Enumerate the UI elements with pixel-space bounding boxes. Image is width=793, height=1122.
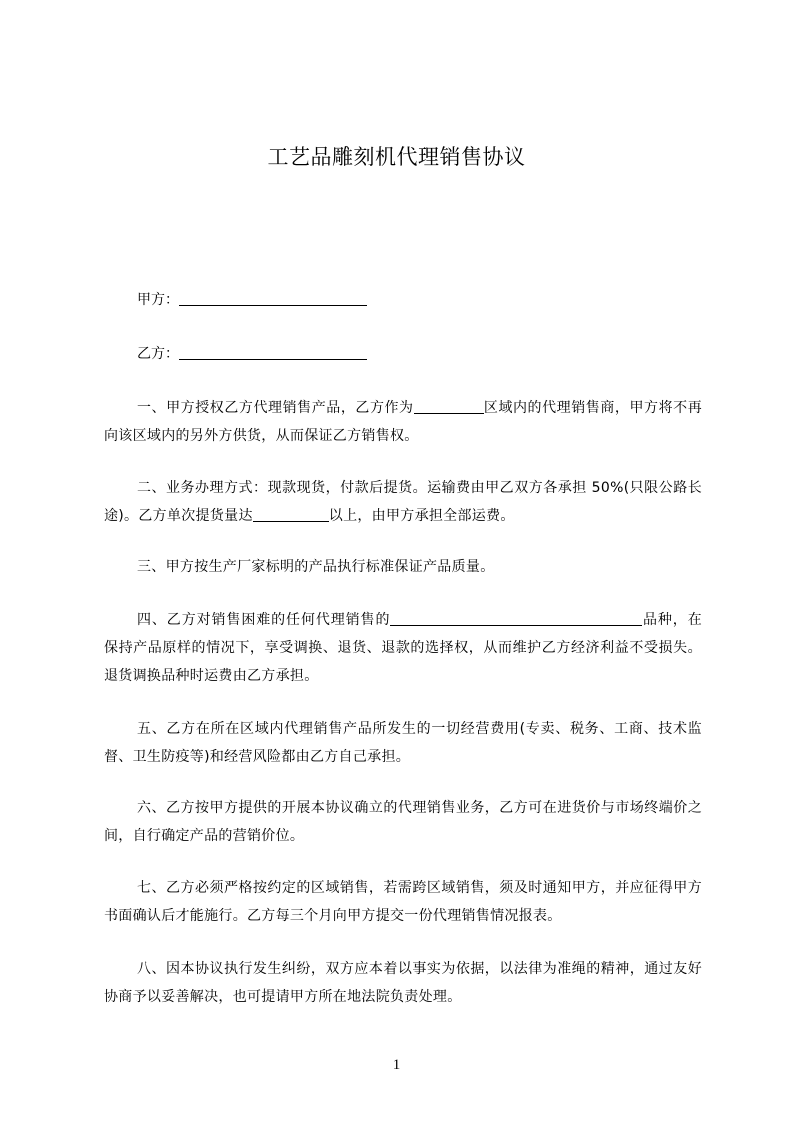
clause-3: 三、甲方按生产厂家标明的产品执行标准保证产品质量。 (137, 559, 495, 575)
clause-7: 七、乙方必须严格按约定的区域销售，若需跨区域销售，须及时通知甲方，并应征得甲方书面确认后才能施行。乙方每三个月向甲方提交一份代理销售情况报表。 (104, 880, 702, 924)
clause-4-blank (390, 611, 642, 626)
clause-1-blank (414, 399, 484, 414)
party-b-line (137, 344, 367, 364)
clause-2-text-a: 二、业务办理方式：现款现货，付款后提货。运输费由甲乙双方各承担 50%(只限公路长途)。乙方单次提货量达 (104, 480, 702, 524)
party-b-label: 乙方： (137, 346, 179, 362)
party-a-label: 甲方： (137, 292, 179, 308)
clause-4-text-a: 四、乙方对销售困难的任何代理销售的 (137, 612, 391, 628)
party-a-line (137, 290, 367, 310)
clause-6: 六、乙方按甲方提供的开展本协议确立的代理销售业务，乙方可在进货价与市场终端价之间，自行确定产品的营销价位。 (104, 800, 702, 844)
clause-2-text-b: 以上，由甲方承担全部运费。 (328, 508, 515, 524)
page-number: 1 (392, 1057, 401, 1073)
clause-8: 八、因本协议执行发生纠纷，双方应本着以事实为依据，以法律为准绳的精神，通过友好协商予以妥善解决，也可提请甲方所在地法院负责处理。 (104, 961, 702, 1005)
clause-4 (104, 606, 702, 690)
clause-1 (104, 394, 702, 450)
clause-2-blank (253, 507, 329, 522)
clause-5: 五、乙方在所在区域内代理销售产品所发生的一切经营费用(专卖、税务、工商、技术监督、卫生防疫等)和经营风险都由乙方自己承担。 (104, 721, 702, 765)
clause-1-text-b: 区域内的代理销售商，甲方将不再向该区域内的另外方供货，从而保证乙方销售权。 (104, 400, 703, 444)
clause-2 (104, 474, 702, 530)
party-b-blank (179, 345, 367, 360)
clause-4-text-b: 品种，在保持产品原样的情况下，享受调换、退货、退款的选择权，从而维护乙方经济利益不受损失。退货调换品种时运费由乙方承担。 (104, 612, 702, 684)
clause-1-text-a: 一、甲方授权乙方代理销售产品，乙方作为 (137, 400, 414, 416)
document-title: 工艺品雕刻机代理销售协议 (267, 145, 526, 169)
party-a-blank (179, 291, 367, 306)
